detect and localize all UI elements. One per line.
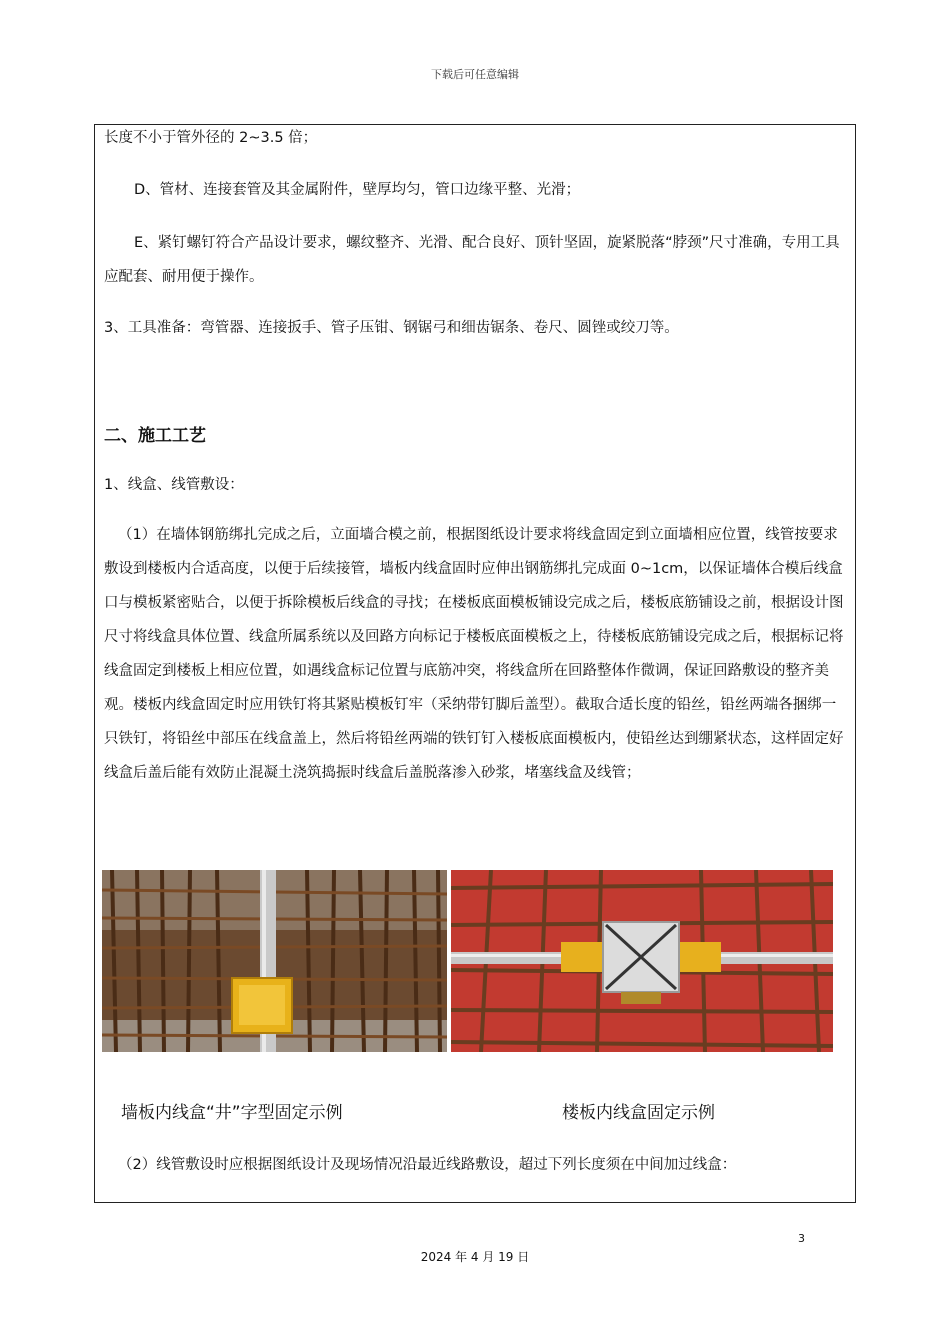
page-header: 下载后可任意编辑 [431,68,519,81]
paragraph-subsection-1: 1、线盒、线管敷设： [104,477,244,493]
paragraph-procedure-1: （1）在墙体钢筋绑扎完成之后，立面墙合模之前，根据图纸设计要求将线盒固定到立面墙相应位置，线管按要求敷设到楼板内合适高度，以便于后续接管，墙板内线盒固时应伸出钢筋绑扎完成面 0~1cm，以保证墙体合模后线盒口与模板紧密贴合，以便于拆除模板后线盒的寻找；在楼板底面模板铺设完成之后，楼板底筋铺设之前，根据设计图尺寸将线盒具体位置、线盒所属系统以及回路方向标记于楼板底面模板之上，待楼板底筋铺设完成之后，根据标记将线盒固定到楼板上相应位置，如遇线盒标记位置与底筋冲突，将线盒所在回路整体作微调，保证回路敷设的整齐美观。楼板内线盒固定时应用铁钉将其紧贴模板钉牢（采纳带钉脚后盖型）。截取合适长度的铅丝，铅丝两端各捆绑一只铁钉，将铅丝中部压在线盒盖上，然后将铅丝两端的铁钉钉入楼板底面模板内，使铅丝达到绷紧状态，这样固定好线盒后盖后能有效防止混凝土浇筑捣振时线盒后盖脱落渗入砂浆，堵塞线盒及线管； [104,527,844,781]
paragraph-length-requirement: 长度不小于管外径的 2~3.5 倍； [104,130,318,146]
paragraph-item-d: D、管材、连接套管及其金属附件，壁厚均匀，管口边缘平整、光滑； [134,182,581,198]
caption-floor-box: 楼板内线盒固定示例 [562,1103,715,1123]
paragraph-procedure-2: （2）线管敷设时应根据图纸设计及现场情况沿最近线路敷设，超过下列长度须在中间加过线盒： [118,1157,737,1173]
wall-photo-illustration [102,870,447,1052]
paragraph-item-e: E、紧钉螺钉符合产品设计要求，螺纹整齐、光滑、配合良好、顶针坚固，旋紧脱落“脖颈”尺寸准确，专用工具应配套、耐用便于操作。 [104,235,840,285]
floor-junction-box-photo [451,870,833,1052]
caption-wall-box: 墙板内线盒“井”字型固定示例 [121,1103,343,1123]
section-heading: 二、施工工艺 [104,426,206,446]
wall-junction-box-photo [102,870,447,1052]
footer-date: 2024 年 4 月 19 日 [420,1250,530,1264]
floor-photo-illustration [451,870,833,1052]
page-number: 3 [798,1232,805,1245]
paragraph-tools: 3、工具准备：弯管器、连接扳手、管子压钳、钢锯弓和细齿锯条、卷尺、圆锉或绞刀等。 [104,320,679,336]
